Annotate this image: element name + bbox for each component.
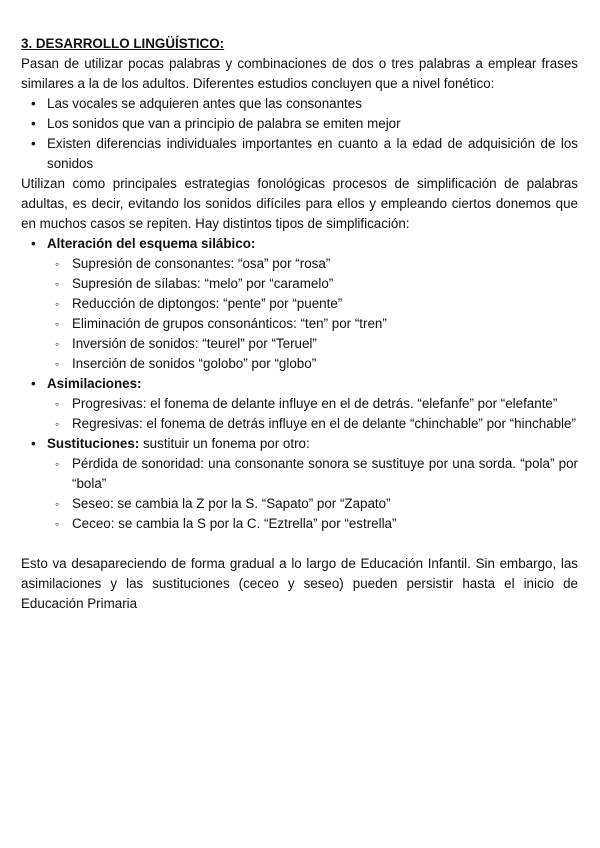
list-item: ◦ Ceceo: se cambia la S por la C. “Eztrella” por “estrella” [47, 514, 578, 534]
type-label: Asimilaciones: [47, 376, 142, 391]
list-item: • Los sonidos que van a principio de palabra se emiten mejor [21, 114, 578, 134]
list-item: ◦ Supresión de consonantes: “osa” por “rosa” [47, 254, 578, 274]
list-item: ◦ Reducción de diptongos: “pente” por “puente” [47, 294, 578, 314]
list-item: ◦ Regresivas: el fonema de detrás influye en el de delante “chinchable” por “hinchable” [47, 414, 578, 434]
list-item: • Las vocales se adquieren antes que las consonantes [21, 94, 578, 114]
type-alteracion [21, 234, 578, 374]
conclusion-paragraph: Esto va desapareciendo de forma gradual a lo largo de Educación Infantil. Sin embargo, las asimilaciones y las sustituciones (ceceo y seseo) pueden persistir hasta el inicio de Educación Primaria [21, 556, 578, 611]
section-heading: 3. DESARROLLO LINGÜÍSTICO: [21, 36, 225, 51]
asimilaciones-sublist [47, 394, 578, 434]
phonetic-points-list [21, 94, 578, 174]
list-item: ◦ Eliminación de grupos consonánticos: “ten” por “tren” [47, 314, 578, 334]
type-label: Sustituciones: [47, 436, 140, 451]
list-item: ◦ Progresivas: el fonema de delante influye en el de detrás. “elefanfe” por “elefante” [47, 394, 578, 414]
list-item: ◦ Inserción de sonidos “golobo” por “globo” [47, 354, 578, 374]
type-asimilaciones [21, 374, 578, 434]
list-item: • Existen diferencias individuales importantes en cuanto a la edad de adquisición de los sonidos [21, 134, 578, 174]
strategies-paragraph: Utilizan como principales estrategias fonológicas procesos de simplificación de palabras adultas, es decir, evitando los sonidos difíciles para ellos y empleando ciertos donemos que en muchos casos se repiten. Hay distintos tipos de simplificación: [21, 176, 578, 231]
type-label: Alteración del esquema silábico: [47, 236, 256, 251]
list-item: ◦ Supresión de sílabas: “melo” por “caramelo” [47, 274, 578, 294]
intro-paragraph: Pasan de utilizar pocas palabras y combinaciones de dos o tres palabras a emplear frases similares a la de los adultos. Diferentes estudios concluyen que a nivel fonético: [21, 56, 578, 91]
spacer [21, 534, 578, 554]
list-item: ◦ Seseo: se cambia la Z por la S. “Sapato” por “Zapato” [47, 494, 578, 514]
alteracion-sublist [47, 254, 578, 374]
type-description: sustituir un fonema por otro: [139, 436, 310, 451]
simplification-types-list [21, 234, 578, 534]
list-item: ◦ Pérdida de sonoridad: una consonante sonora se sustituye por una sorda. “pola” por “bola” [47, 454, 578, 494]
sustituciones-sublist [47, 454, 578, 534]
type-sustituciones [21, 434, 578, 534]
list-item: ◦ Inversión de sonidos: “teurel” por “Teruel” [47, 334, 578, 354]
